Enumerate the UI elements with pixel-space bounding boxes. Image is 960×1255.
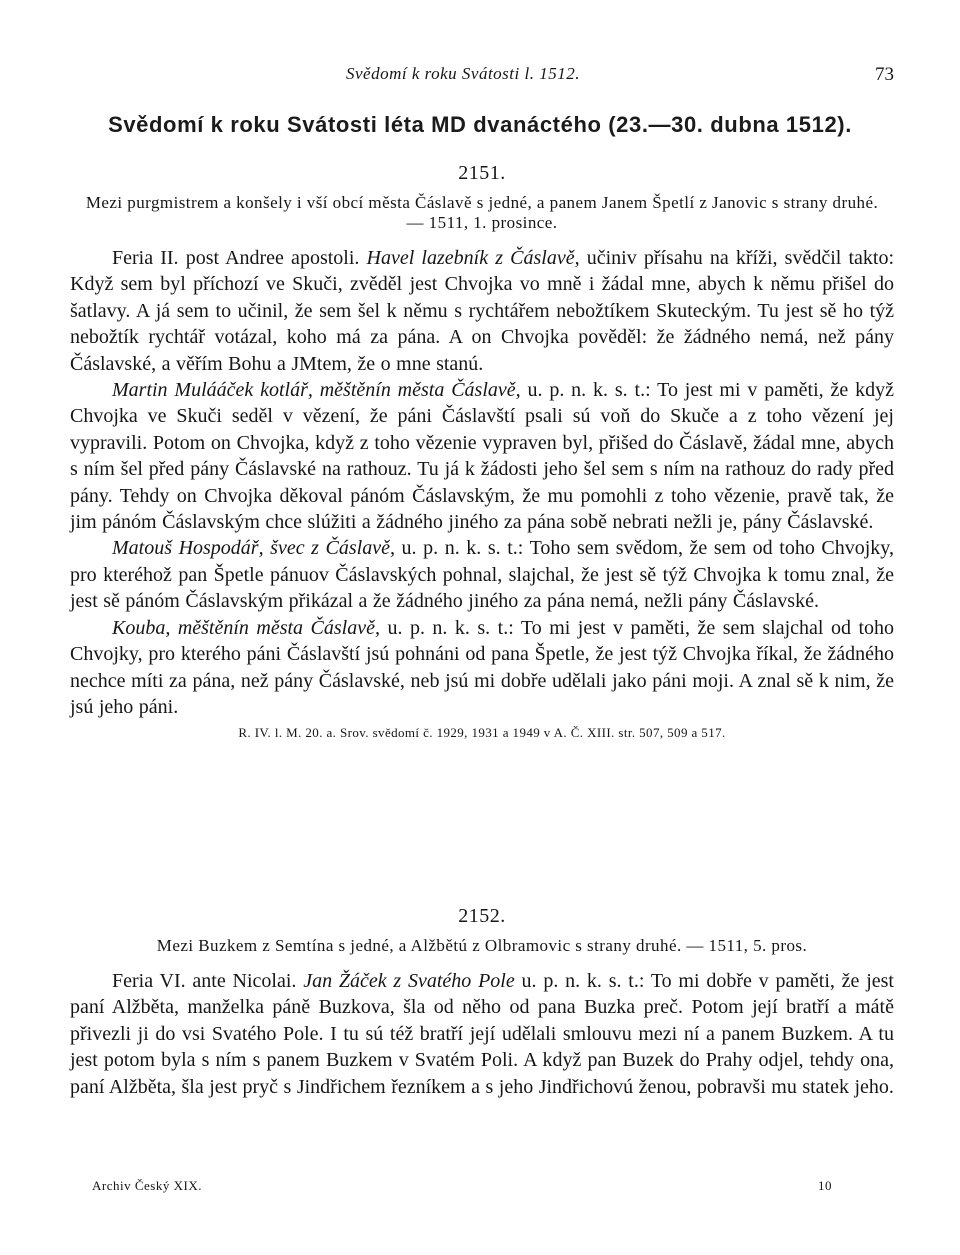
section-title: Svědomí k roku Svátosti léta MD dvanáctého (23.—30. dubna 1512). <box>108 112 852 137</box>
document-body <box>70 245 894 720</box>
paragraph-lead: Feria VI. ante Nicolai. <box>112 970 304 992</box>
document-2152 <box>70 905 894 1100</box>
testimony-paragraph <box>70 377 894 535</box>
witness-name: Martin Mulááček kotlář, měštěnín města Čáslavě, <box>112 379 521 402</box>
witness-name: Jan Žáček z Svatého Pole <box>303 970 515 992</box>
testimony-paragraph <box>70 968 894 1100</box>
document-summary: Mezi purgmistrem a konšely i vší obcí města Čáslavě s jedné, a panem Janem Špetlí z Janovic s strany druhé. — 1511, 1. prosince. <box>85 193 879 232</box>
document-2151 <box>70 162 894 741</box>
source-note: R. IV. l. M. 20. a. Srov. svědomí č. 1929, 1931 a 1949 v A. Č. XIII. str. 507, 509 a 517. <box>238 725 726 741</box>
sheet-number: 10 <box>818 1178 832 1193</box>
running-head-title: Svědomí k roku Svátosti l. 1512. <box>346 64 580 83</box>
page-footer <box>0 1178 960 1198</box>
document-number: 2152. <box>458 905 506 927</box>
paragraph-text: u. p. n. k. s. t.: To mi jest v paměti, že sem slajchal od toho Chvojky, pro kterého páni Čáslavští jsú pohnáni od pana Špetle, že jest týž Chvojka říkal, že žádného nechce míti za pána, než pány Čáslavské, neb jsú mi dobře udělali jako páni moji. A znal sě k nim, že jsú jeho páni. <box>70 616 894 718</box>
document-number: 2151. <box>458 162 506 184</box>
testimony-paragraph <box>70 535 894 614</box>
document-summary: Mezi Buzkem z Semtína s jedné, a Alžbětú z Olbramovic s strany druhé. — 1511, 5. pros. <box>156 936 808 955</box>
page-number: 73 <box>875 64 894 85</box>
witness-name: Havel lazebník z Čáslavě, <box>366 247 580 269</box>
signature-mark: Archiv Český XIX. <box>92 1178 202 1193</box>
paragraph-text: u. p. n. k. s. t.: Toho sem svědom, že sem od toho Chvojky, pro kteréhož pan Špetle pánuov Čáslavských pohnal, slajchal, že jest sě týž Chvojka k tomu znal, že jest sě pánóm Čáslavským přikázal a že žádného jiného za pána nemá, nežli pány Čáslavské. <box>70 537 895 613</box>
paragraph-lead: Feria II. post Andree apostoli. <box>112 247 367 269</box>
witness-name: Matouš Hospodář, švec z Čáslavě, <box>112 537 395 560</box>
paragraph-text: učiniv přísahu na kříži, svědčil takto: Když sem byl příchozí ve Skuči, zvěděl jest Chvojka vo mně i žádal mne, abych k němu přišel do šatlavy. A já sem to učinil, že sem šel k němu s rychtářem nebožtíkem Skuteckým. Tu jest sě ho týž nebožtík rychtář votázal, koho má za pána. A on Chvojka pověděl: že žádného nemá, než pány Čáslavské, a věřím Bohu a JMtem, že o mne stanú. <box>70 247 895 375</box>
paragraph-text: u. p. n. k. s. t.: To jest mi v paměti, že když Chvojka ve Skuči seděl v vězení, že páni Čáslavští psali sú voň do Skuče a z toho vězení jej vypravili. Potom on Chvojka, když z toho vězenie vypraven byl, přišed do Čáslavě, žádal mne, abych s ním šel před pány Čáslavské na rathouz. Tu já k žádosti jeho šel sem s ním na rathouz do rady před pány. Tehdy on Chvojka děkoval pánóm Čáslavským, že mu pomohli z toho vězenie, pravě tak, že jim pánóm Čáslavským chce slúžiti a žádného jiného za pána sobě nebrati nežli je, pány Čáslavské. <box>70 379 894 534</box>
testimony-paragraph <box>70 245 894 377</box>
testimony-paragraph <box>70 615 894 721</box>
running-head <box>0 60 960 90</box>
document-body <box>70 968 894 1100</box>
paragraph-text: u. p. n. k. s. t.: To mi dobře v paměti, že jest paní Alžběta, manželka páně Buzkova, šla od něho od pana Buzka preč. Potom její bratří a mátě přivezli ji do vsi Svatého Pole. I tu sú též bratří její udělali smlouvu mezi ní a panem Buzkem. A tu jest potom byla s ním s panem Buzkem v Svatém Poli. A když pan Buzek do Prahy odjel, tehdy ona, paní Alžběta, šla jest pryč s Jindřichem řezníkem a s jeho Jindřichovú ženou, pobravši mu statek jeho. <box>70 970 894 1098</box>
witness-name: Kouba, měštěnín města Čáslavě, <box>112 616 380 639</box>
